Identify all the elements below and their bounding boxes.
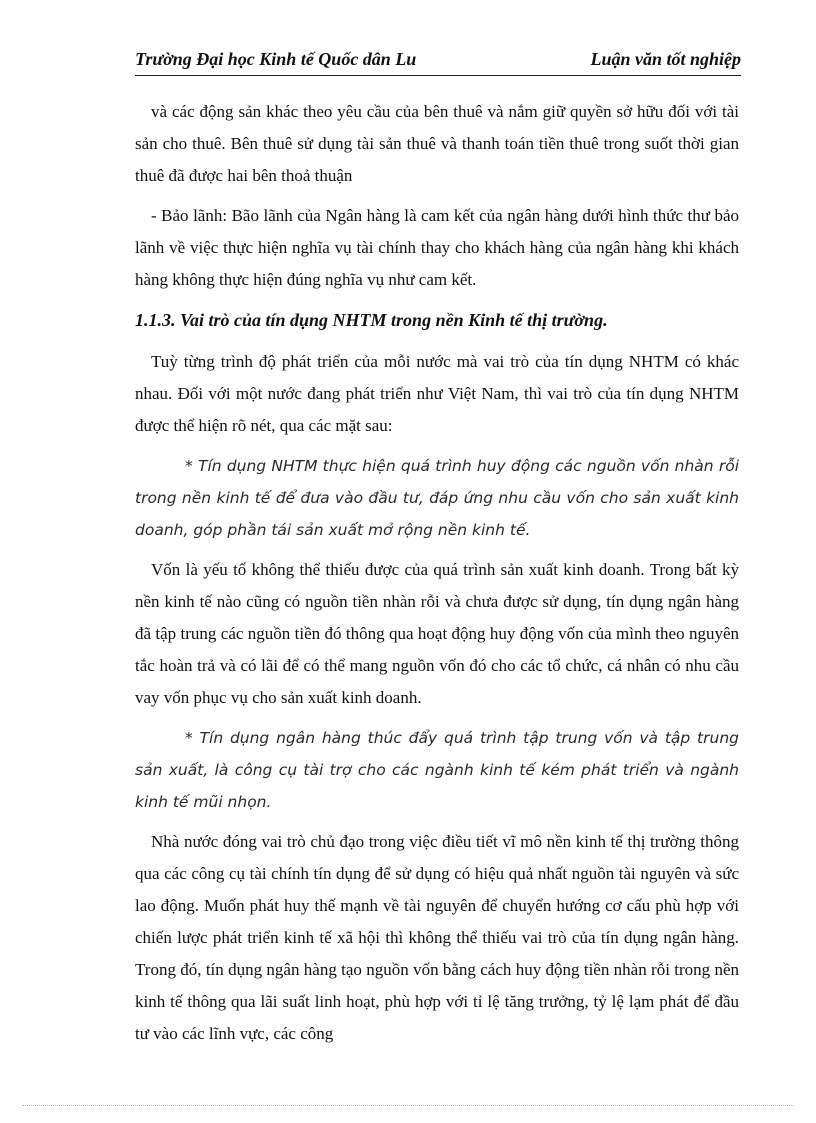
page-bottom-divider xyxy=(22,1105,794,1106)
section-heading: 1.1.3. Vai trò của tín dụng NHTM trong nền Kinh tế thị trường. xyxy=(135,310,608,330)
paragraph-leasing-continued: và các động sản khác theo yêu cầu của bên thuê và nắm giữ quyền sở hữu đối với tài sản cho thuê. Bên thuê sử dụng tài sản thuê và thanh toán tiền thuê trong suốt thời gian thuê đã được hai bên thoả thuận xyxy=(135,102,739,185)
header-document-type: Luận văn tốt nghiệp xyxy=(590,49,741,69)
paragraph-role-intro: Tuỳ từng trình độ phát triển của mỗi nước mà vai trò của tín dụng NHTM có khác nhau. Đối với một nước đang phát triển như Việt Nam, thì vai trò của tín dụng NHTM được thể hiện rõ nét, qua các mặt sau: xyxy=(135,352,739,435)
page-header xyxy=(135,44,741,76)
header-school-name: Trường Đại học Kinh tế Quốc dân Lu xyxy=(135,49,417,69)
document-body xyxy=(135,96,739,1050)
paragraph-capital: Vốn là yếu tố không thể thiếu được của quá trình sản xuất kinh doanh. Trong bất kỳ nền kinh tế nào cũng có nguồn tiền nhàn rỗi và chưa được sử dụng, tín dụng ngân hàng đã tập trung các nguồn tiền đó thông qua hoạt động huy động vốn của mình theo nguyên tắc hoàn trả và có lãi để có thể mang nguồn vốn đó cho các tổ chức, cá nhân có nhu cầu vay vốn phục vụ cho sản xuất kinh doanh. xyxy=(135,560,739,707)
paragraph-state-role: Nhà nước đóng vai trò chủ đạo trong việc điều tiết vĩ mô nền kinh tế thị trường thông qua các công cụ tài chính tín dụng để sử dụng có hiệu quả nhất nguồn tài nguyên và sức lao động. Muốn phát huy thế mạnh về tài nguyên để chuyển hướng cơ cấu phù hợp với chiến lược phát triển kinh tế xã hội thì không thể thiếu vai trò của tín dụng ngân hàng. Trong đó, tín dụng ngân hàng tạo nguồn vốn bằng cách huy động tiền nhàn rỗi trong nền kinh tế thông qua lãi suất linh hoạt, phù hợp với tỉ lệ tăng trưởng, tỷ lệ lạm phát để đầu tư vào các lĩnh vực, các công xyxy=(135,832,739,1043)
paragraph-guarantee: - Bảo lãnh: Bão lãnh của Ngân hàng là cam kết của ngân hàng dưới hình thức thư bảo lãnh về việc thực hiện nghĩa vụ tài chính thay cho khách hàng của ngân hàng khi khách hàng không thực hiện đúng nghĩa vụ như cam kết. xyxy=(135,206,739,289)
italic-point-2: * Tín dụng ngân hàng thúc đẩy quá trình tập trung vốn và tập trung sản xuất, là công cụ tài trợ cho các ngành kinh tế kém phát triển và ngành kinh tế mũi nhọn. xyxy=(135,729,739,811)
italic-point-1: * Tín dụng NHTM thực hiện quá trình huy động các nguồn vốn nhàn rỗi trong nền kinh tế để đưa vào đầu tư, đáp ứng nhu cầu vốn cho sản xuất kinh doanh, góp phần tái sản xuất mở rộng nền kinh tế. xyxy=(135,457,739,539)
